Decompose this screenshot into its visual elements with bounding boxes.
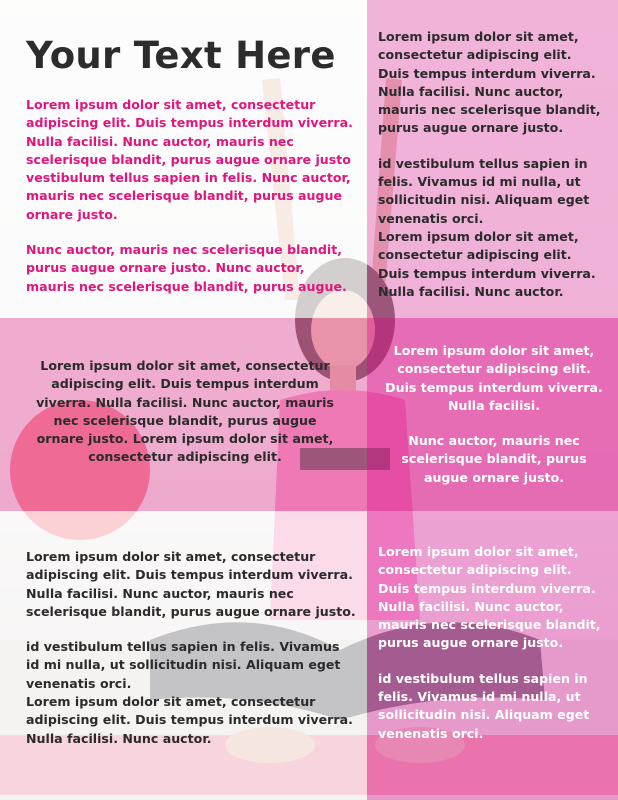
paragraph: id vestibulum tellus sapien in felis. Vivamus id mi nulla, ut sollicitudin nisi. Aliquam eget venenatis orci. Lorem ipsum dolor sit amet, consectetur adipiscing elit. Duis tempus interdum viverra. Nulla facilisi. Nunc auctor. xyxy=(378,155,596,299)
paragraph: Lorem ipsum dolor sit amet, consectetur adipiscing elit. Duis tempus interdum viverra. Nulla facilisi. xyxy=(385,343,603,413)
page-title: Your Text Here xyxy=(26,34,336,77)
paragraph: Lorem ipsum dolor sit amet, consectetur adipiscing elit. Duis tempus interdum viverra. Nulla facilisi. Nunc auctor, mauris nec scelerisque blandit, purus augue ornare justo. xyxy=(26,549,356,619)
bottom-right-text-block xyxy=(378,543,606,743)
paragraph: Lorem ipsum dolor sit amet, consectetur adipiscing elit. Duis tempus interdum viverra. Nulla facilisi. Nunc auctor, mauris nec scelerisque blandit, purus augue ornare justo. Lorem ipsum dolor sit amet, consectetur adipiscing elit. xyxy=(36,358,334,465)
paragraph: id vestibulum tellus sapien in felis. Vivamus id mi nulla, ut sollicitudin nisi. Aliquam eget venenatis orci. Lorem ipsum dolor sit amet, consectetur adipiscing elit. Duis tempus interdum viverra. Nulla facilisi. Nunc auctor. xyxy=(26,639,353,746)
top-left-text-block xyxy=(26,96,356,296)
top-right-text-block xyxy=(378,28,606,301)
middle-right-text-block xyxy=(384,342,604,487)
middle-left-text-block xyxy=(30,357,340,467)
paragraph: Lorem ipsum dolor sit amet, consectetur adipiscing elit. Duis tempus interdum viverra. Nulla facilisi. Nunc auctor, mauris nec scelerisque blandit, purus augue ornare justo. xyxy=(378,29,601,136)
paragraph: Nunc auctor, mauris nec scelerisque blandit, purus augue ornare justo. Nunc auctor, mauris nec scelerisque blandit, purus augue. xyxy=(26,242,347,294)
paragraph: id vestibulum tellus sapien in felis. Vivamus id mi nulla, ut sollicitudin nisi. Aliquam eget venenatis orci. xyxy=(378,670,590,741)
paragraph: Lorem ipsum dolor sit amet, consectetur adipiscing elit. Duis tempus interdum viverra. Nulla facilisi. Nunc auctor, mauris nec scelerisque blandit, purus augue ornare justo. xyxy=(378,544,601,651)
bottom-left-text-block xyxy=(26,548,356,748)
paragraph: Nunc auctor, mauris nec scelerisque blandit, purus augue ornare justo. xyxy=(401,433,587,485)
paragraph: Lorem ipsum dolor sit amet, consectetur adipiscing elit. Duis tempus interdum viverra. Nulla facilisi. Nunc auctor, mauris nec scelerisque blandit, purus augue ornare justo vestibulum tellus sapien in felis. Nunc auctor, mauris nec scelerisque blandit, purus augue ornare justo. xyxy=(26,97,353,222)
